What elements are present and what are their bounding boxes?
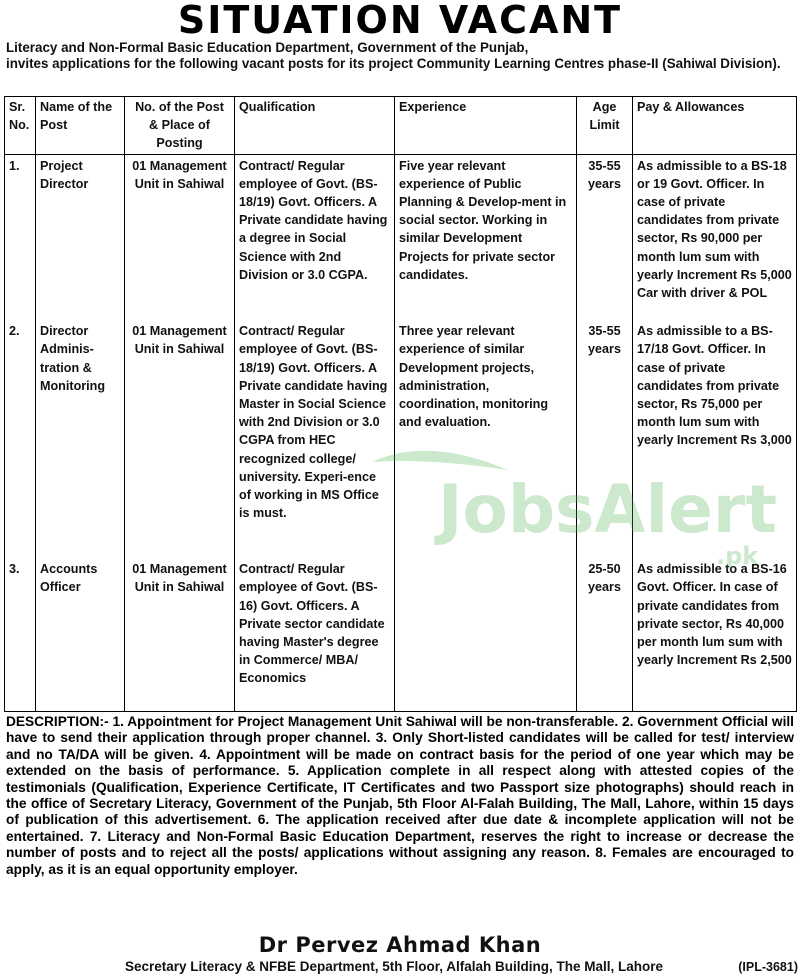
signatory-name: Dr Pervez Ahmad Khan <box>258 933 542 957</box>
cell-experience: Five year relevant experience of Public Planning & Develop-ment in social sector. Working in similar Development Projects for private sector candidates. <box>395 154 577 320</box>
cell-posting: 01 Management Unit in Sahiwal <box>125 558 235 711</box>
cell-qualification: Contract/ Regular employee of Govt. (BS-18/19) Govt. Officers. A Private candidate having a degree in Social Science with 2nd Division or 3.0 CGPA. <box>235 154 395 320</box>
cell-age: 25-50 years <box>577 558 633 711</box>
signatory-address: Secretary Literacy & NFBE Department, 5th Floor, Alfalah Building, The Mall, Lahore <box>124 959 664 974</box>
header-age: Age Limit <box>577 97 633 155</box>
description-paragraph <box>6 714 794 878</box>
cell-pay: As admissible to a BS-16 Govt. Officer. In case of private candidates from private sector, Rs 40,000 per month lum sum with yearly Increment Rs 2,500 <box>633 558 797 711</box>
cell-post-name: Accounts Officer <box>36 558 125 711</box>
cell-experience <box>395 558 577 711</box>
header-experience: Experience <box>395 97 577 155</box>
cell-qualification: Contract/ Regular employee of Govt. (BS-16) Govt. Officers. A Private sector candidate having Master's degree in Commerce/ MBA/ Economics <box>235 558 395 711</box>
cell-age: 35-55 years <box>577 320 633 558</box>
header-name: Name of the Post <box>36 97 125 155</box>
cell-sr: 1. <box>5 154 36 320</box>
table-row <box>5 154 797 320</box>
header-posting: No. of the Post & Place of Posting <box>125 97 235 155</box>
cell-age: 35-55 years <box>577 154 633 320</box>
header-pay: Pay & Allowances <box>633 97 797 155</box>
table-row <box>5 320 797 558</box>
cell-experience: Three year relevant experience of similar Development projects, administration, coordination, monitoring and evaluation. <box>395 320 577 558</box>
ad-reference-number: (IPL-3681) <box>738 960 798 974</box>
table-row <box>5 558 797 711</box>
vacancy-table <box>4 96 797 712</box>
cell-qualification: Contract/ Regular employee of Govt. (BS-18/19) Govt. Officers. A Private candidate having Master in Social Science with 2nd Division or 3.0 CGPA from HEC recognized college/ university. Experi-ence of working in MS Office is must. <box>235 320 395 558</box>
description-label: DESCRIPTION:- <box>6 714 109 729</box>
table-header-row <box>5 97 797 155</box>
intro-paragraph <box>6 40 794 71</box>
cell-posting: 01 Management Unit in Sahiwal <box>125 154 235 320</box>
cell-post-name: Director Adminis-tration & Monitoring <box>36 320 125 558</box>
cell-sr: 3. <box>5 558 36 711</box>
cell-sr: 2. <box>5 320 36 558</box>
intro-line-1: Literacy and Non-Formal Basic Education Department, Government of the Punjab, <box>6 40 529 55</box>
cell-posting: 01 Management Unit in Sahiwal <box>125 320 235 558</box>
cell-pay: As admissible to a BS-18 or 19 Govt. Officer. In case of private candidates from private sector, Rs 90,000 per month lum sum with yearly Increment Rs 5,000 Car with driver & POL <box>633 154 797 320</box>
cell-post-name: Project Director <box>36 154 125 320</box>
description-text: 1. Appointment for Project Management Unit Sahiwal will be non-transferable. 2. Government Official will have to send their application through proper channel. 3. Only Short-listed candidates will be called for test/ interview and no TA/DA will be given. 4. Appointment will be made on contract basis for the period of one year which may be extended on the basis of performance. 5. Application complete in all respect along with attested copies of the testimonials (Qualification, Experience Certificate, IT Certificates and two Passport size photographs) should reach in the office of Secretary Literacy, Government of the Punjab, 5th Floor Al-Falah Building, The Mall, Lahore, within 15 days of publication of this advertisement. 6. The application received after due date & incomplete application will not be entertained. 7. Literacy and Non-Formal Basic Education Department, reserves the right to increase or decrease the number of posts and to reject all the posts/ applications without assigning any reason. 8. Females are encouraged to apply, as it is an equal opportunity employer. <box>6 714 794 877</box>
header-sr: Sr. No. <box>5 97 36 155</box>
intro-line-rest: invites applications for the following vacant posts for its project Community Learning Centres phase-II (Sahiwal Division). <box>6 55 781 71</box>
header-qualification: Qualification <box>235 97 395 155</box>
cell-pay: As admissible to a BS-17/18 Govt. Officer. In case of private candidates from private sector, Rs 75,000 per month lum sum with yearly Increment Rs 3,000 <box>633 320 797 558</box>
page-title: SITUATION VACANT <box>177 0 623 42</box>
watermark-suffix: .pk <box>716 542 759 570</box>
watermark-text: JobsAlert <box>438 471 777 548</box>
